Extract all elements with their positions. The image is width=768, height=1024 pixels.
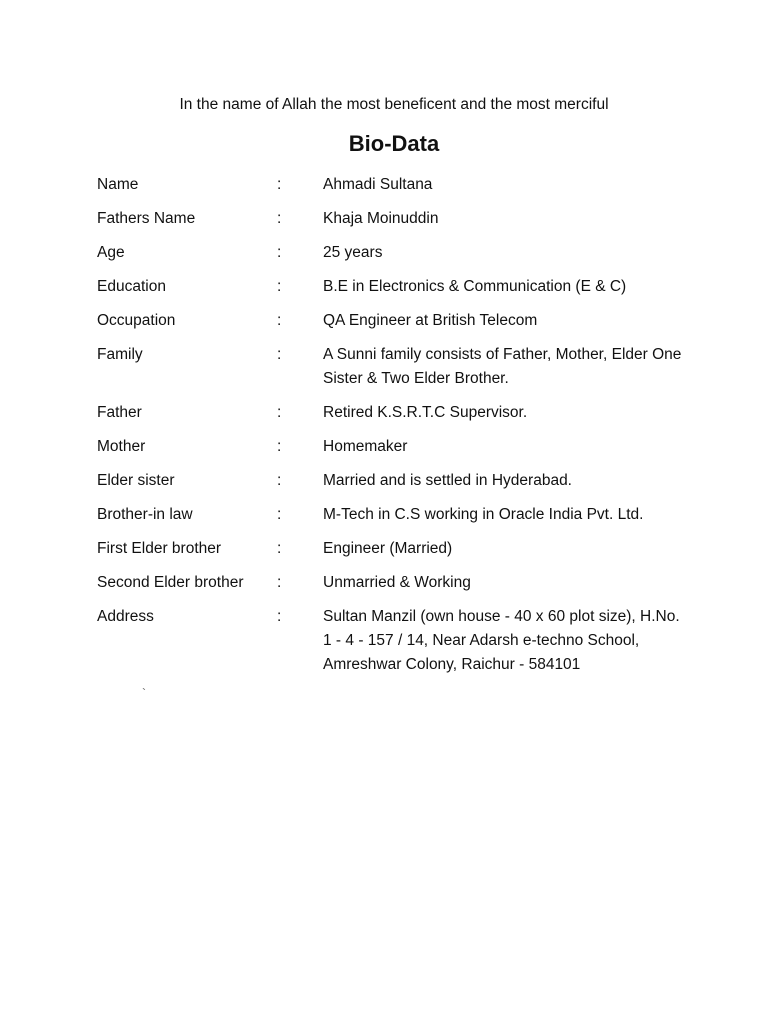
invocation-line: In the name of Allah the most beneficent and the most merciful (179, 96, 609, 113)
field-separator: : (277, 438, 282, 455)
field-value: Retired K.S.R.T.C Supervisor. (323, 404, 528, 421)
field-separator: : (277, 176, 282, 193)
biodata-row-father (97, 401, 737, 425)
biodata-row-address (97, 605, 737, 677)
field-separator: : (277, 278, 282, 295)
field-value: Unmarried & Working (323, 574, 471, 591)
field-value: B.E in Electronics & Communication (E & C) (323, 278, 627, 295)
field-value: Married and is settled in Hyderabad. (323, 472, 572, 489)
field-label: Elder sister (97, 472, 175, 489)
field-label: Father (97, 404, 142, 421)
field-separator: : (277, 210, 282, 227)
field-value: 25 years (323, 244, 383, 261)
biodata-row-elder-sister (97, 469, 737, 493)
field-separator: : (277, 574, 282, 591)
field-label: Family (97, 346, 143, 363)
biodata-list (97, 173, 737, 687)
field-separator: : (277, 540, 282, 557)
field-value: Homemaker (323, 438, 408, 455)
field-value: Engineer (Married) (323, 540, 453, 557)
biodata-row-fathers-name (97, 207, 737, 231)
field-separator: : (277, 472, 282, 489)
field-label: Name (97, 176, 139, 193)
field-value: Ahmadi Sultana (323, 176, 433, 193)
field-label: Mother (97, 438, 146, 455)
field-separator: : (277, 346, 282, 363)
field-label: Fathers Name (97, 210, 196, 227)
biodata-row-age (97, 241, 737, 265)
field-label: Address (97, 608, 154, 625)
field-separator: : (277, 244, 282, 261)
biodata-row-education (97, 275, 737, 299)
field-separator: : (277, 506, 282, 523)
field-label: First Elder brother (97, 540, 222, 557)
biodata-row-second-elder-brother (97, 571, 737, 595)
field-separator: : (277, 312, 282, 329)
stray-mark: ` (142, 686, 146, 700)
field-label: Age (97, 244, 125, 261)
field-label: Brother-in law (97, 506, 193, 523)
field-separator: : (277, 608, 282, 625)
field-separator: : (277, 404, 282, 421)
biodata-row-first-elder-brother (97, 537, 737, 561)
field-label: Occupation (97, 312, 176, 329)
page-title: Bio-Data (348, 131, 440, 156)
field-label: Education (97, 278, 166, 295)
field-value: Khaja Moinuddin (323, 210, 439, 227)
field-value: M-Tech in C.S working in Oracle India Pvt. Ltd. (323, 506, 644, 523)
biodata-row-brother-in-law (97, 503, 737, 527)
field-value: A Sunni family consists of Father, Mother, Elder One Sister & Two Elder Brother. (323, 346, 682, 387)
biodata-row-name (97, 173, 737, 197)
field-value: QA Engineer at British Telecom (323, 312, 538, 329)
biodata-row-mother (97, 435, 737, 459)
biodata-row-family (97, 343, 737, 391)
field-label: Second Elder brother (97, 574, 244, 591)
biodata-row-occupation (97, 309, 737, 333)
field-value: Sultan Manzil (own house - 40 x 60 plot size), H.No. 1 - 4 - 157 / 14, Near Adarsh e-techno School, Amreshwar Colony, Raichur - 584101 (323, 608, 680, 673)
